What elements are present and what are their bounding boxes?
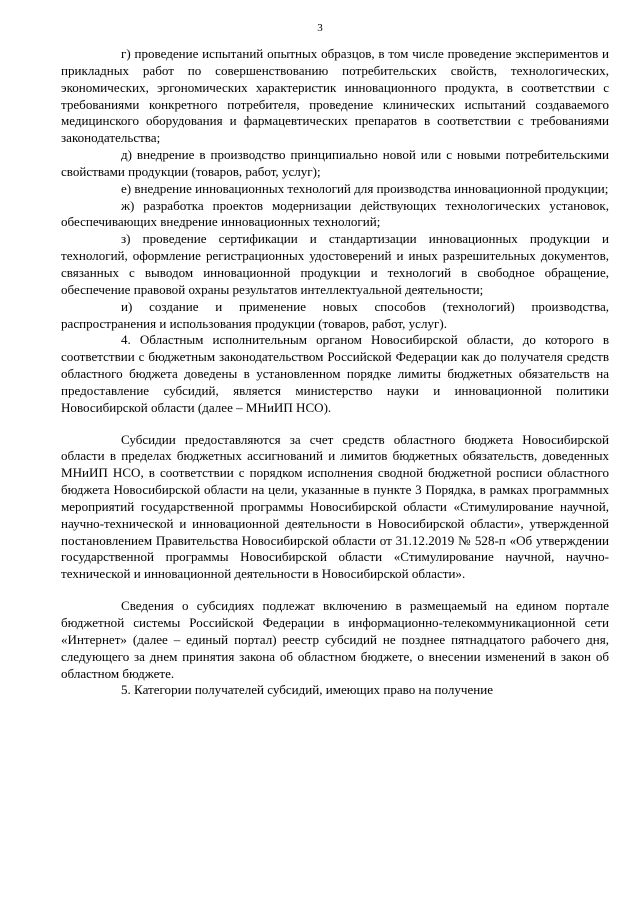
paragraph-subsidies-source: Субсидии предоставляются за счет средств областного бюджета Новосибирской области в пределах бюджетных ассигнований и лимитов бюджетных обязательств, доведенных МНиИП НСО, в соответствии с порядком исполнения сводной бюджетной росписи областного бюджета Новосибирской области на цели, указанные в пункте 3 Порядка, в рамках программных мероприятий государственной программы Новосибирской области «Стимулирование научной, научно-технической и инновационной деятельности в Новосибирской области», утвержденной постановлением Правительства Новосибирской области от 31.12.2019 № 528-п «Об утверждении государственной программы Новосибирской области «Стимулирование научной, научно-технической и инновационной деятельности в Новосибирской области». [61,431,609,582]
paragraph-section-5: 5. Категории получателей субсидий, имеющих право на получение [121,682,494,698]
paragraph-item-e: е) внедрение инновационных технологий для производства инновационной продукции; [121,180,609,196]
paragraph-item-g: г) проведение испытаний опытных образцов, в том числе проведение экспериментов и прикладных работ по совершенствованию потребительских свойств, технологических, экономических, эргономических характеристик инновационного продукта, в соответствии с требованиями конкретного потребителя, проведение клинических испытаний создаваемого медицинского оборудования и фармацевтических препаратов в соответствии с требованиями законодательства; [61,46,609,146]
paragraph-section-4: 4. Областным исполнительным органом Новосибирской области, до которого в соответствии с бюджетным законодательством Российской Федерации как до получателя средств областного бюджета доведены в установленном порядке лимиты бюджетных обязательств на предоставление субсидий, является министерство науки и инновационной политики Новосибирской области (далее – МНиИП НСО). [61,332,609,415]
paragraph-item-i: и) создание и применение новых способов (технологий) производства, распространения и использования продукции (товаров, работ, услуг). [61,298,609,331]
paragraph-subsidies-registry: Сведения о субсидиях подлежат включению в размещаемый на едином портале бюджетной системы Российской Федерации в информационно-телекоммуникационной сети «Интернет» (далее – единый портал) реестр субсидий не позднее пятнадцатого рабочего дня, следующего за днем принятия закона об областном бюджете, о внесении изменений в закон об областном бюджете. [61,598,609,681]
document-body [61,46,609,699]
paragraph-item-d: д) внедрение в производство принципиально новой или с новыми потребительскими свойствами продукции (товаров, работ, услуг); [61,147,609,179]
paragraph-item-z: з) проведение сертификации и стандартизации инновационных продукции и технологий, оформление регистрационных удостоверений и иных разрешительных документов, связанных с выводом инновационной продукции и технологий в свободное обращение, обеспечение правовой охраны результатов интеллектуальной деятельности; [61,231,609,297]
page-number: 3 [317,22,323,34]
paragraph-item-zh: ж) разработка проектов модернизации действующих технологических установок, обеспечивающих внедрение инновационных технологий; [61,197,609,230]
